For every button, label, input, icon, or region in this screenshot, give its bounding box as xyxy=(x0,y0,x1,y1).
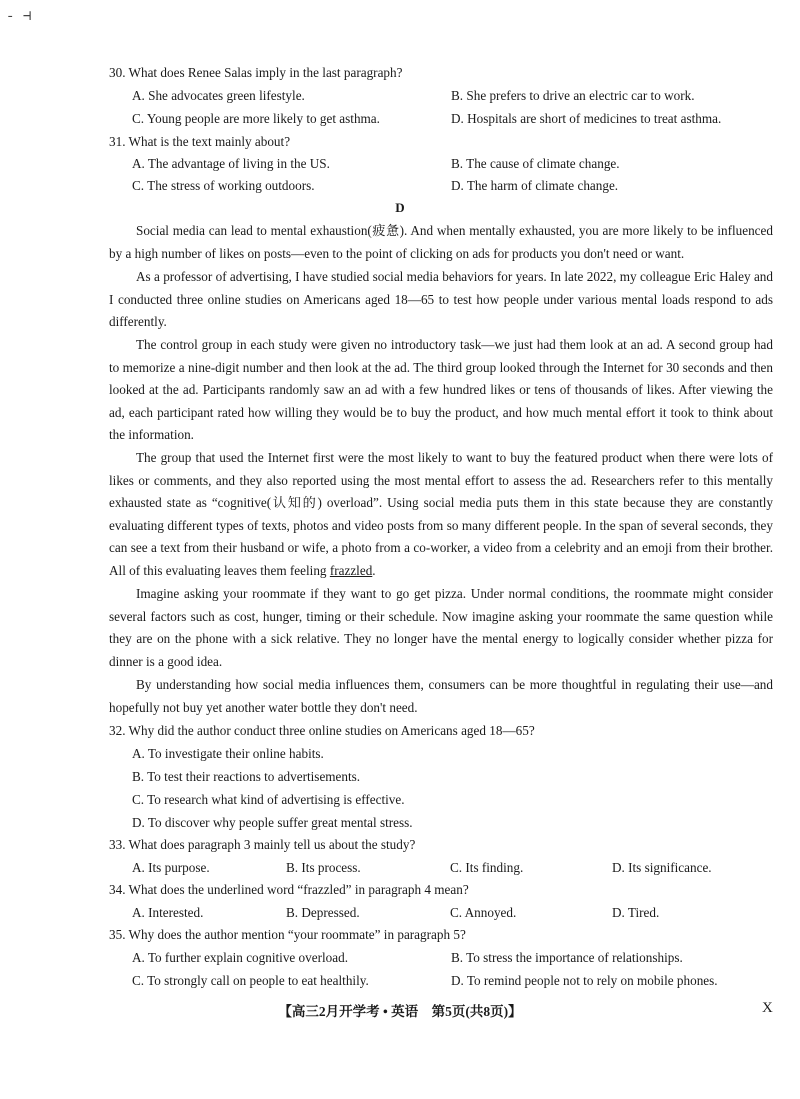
passage-paragraph-5: Imagine asking your roommate if they want to go get pizza. Under normal conditions, the roommate might consider several factors such as cost, hunger, timing or their schedule. Now imagine asking your roommate the same question while they are on the phone with a sick relative. They no longer have the mental energy to logically consider whether pizza for dinner is a good idea. xyxy=(109,586,773,669)
question-31-stem: 31. What is the text mainly about? xyxy=(109,134,291,149)
question-32-option-a: A. To investigate their online habits. xyxy=(132,746,324,761)
question-30-option-a: A. She advocates green lifestyle. xyxy=(132,88,305,103)
question-35-option-d: D. To remind people not to rely on mobile phones. xyxy=(451,973,718,988)
passage-paragraph-3: The control group in each study were given no introductory task—we just had them look at an ad. A second group had to memorize a nine-digit number and then look at the ad. The third group looked through the Internet for 30 seconds and then looked at the ad. Participants randomly saw an ad with a few hundred likes or tens of thousands of likes. After viewing the ad, each participant rated how willing they would be to buy the product, and how much mental effort it took to think about the information. xyxy=(109,337,773,443)
section-heading: D xyxy=(395,200,405,215)
question-30-stem: 30. What does Renee Salas imply in the last paragraph? xyxy=(109,65,403,80)
question-32-option-c: C. To research what kind of advertising is effective. xyxy=(132,792,405,807)
question-35-option-a: A. To further explain cognitive overload. xyxy=(132,950,348,965)
question-33-option-d: D. Its significance. xyxy=(612,860,712,875)
question-35-option-b: B. To stress the importance of relationships. xyxy=(451,950,683,965)
question-33-option-c: C. Its finding. xyxy=(450,860,524,875)
question-31-option-d: D. The harm of climate change. xyxy=(451,178,619,193)
passage-paragraph-2: As a professor of advertising, I have studied social media behaviors for years. In late 2022, my colleague Eric Haley and I conducted three online studies on Americans aged 18—65 to test how people under various mental loads respond to ads differently. xyxy=(109,269,773,330)
question-32-option-d: D. To discover why people suffer great mental stress. xyxy=(132,815,413,830)
question-34-option-c: C. Annoyed. xyxy=(450,905,517,920)
underlined-word-frazzled: frazzled xyxy=(329,562,373,578)
passage-paragraph-4 xyxy=(109,447,773,583)
question-33-option-b: B. Its process. xyxy=(286,860,361,875)
question-30-option-c: C. Young people are more likely to get asthma. xyxy=(132,111,380,126)
page-footer: 【高三2月开学考 • 英语 第5页(共8页)】 xyxy=(278,1004,522,1019)
question-32-stem: 32. Why did the author conduct three online studies on Americans aged 18—65? xyxy=(109,723,535,738)
question-33-option-a: A. Its purpose. xyxy=(132,860,210,875)
question-34-option-d: D. Tired. xyxy=(612,905,660,920)
question-30-option-d: D. Hospitals are short of medicines to treat asthma. xyxy=(451,111,722,126)
question-32-option-b: B. To test their reactions to advertisements. xyxy=(132,769,361,784)
question-35-option-c: C. To strongly call on people to eat healthily. xyxy=(132,973,369,988)
passage-paragraph-6: By understanding how social media influences them, consumers can be more thoughtful in regulating their use—and hopefully not buy yet another water bottle they don't need. xyxy=(109,677,773,715)
question-31-option-a: A. The advantage of living in the US. xyxy=(132,156,330,171)
question-34-stem: 34. What does the underlined word “frazzled” in paragraph 4 mean? xyxy=(109,882,469,897)
question-33-stem: 33. What does paragraph 3 mainly tell us about the study? xyxy=(109,837,416,852)
question-34-option-a: A. Interested. xyxy=(132,905,204,920)
question-30-option-b: B. She prefers to drive an electric car to work. xyxy=(451,88,695,103)
question-31-option-c: C. The stress of working outdoors. xyxy=(132,178,315,193)
passage-paragraph-1: Social media can lead to mental exhaustion(疲惫). And when mentally exhausted, you are more likely to be influenced by a high number of likes on posts—even to the point of clicking on ads for products you don't need or want. xyxy=(109,223,773,261)
footer-mark: X xyxy=(762,1000,773,1016)
paragraph-4-text: The group that used the Internet first were the most likely to want to buy the featured product when there were lots of likes or comments, and they also reported using the most mental effort to assess the ad. Researchers refer to this mentally exhausted state as “cognitive(认知的) overload”. Using social media puts them in this state because they are constantly evaluating different types of texts, photos and video posts from so many different people. In the span of several seconds, they can see a text from their husband or wife, a photo from a co-worker, a video from a celebrity and an emoji from their brother. All of this evaluating leaves them feeling xyxy=(109,450,773,578)
question-34-option-b: B. Depressed. xyxy=(286,905,360,920)
corner-mark: - ⊣ xyxy=(6,9,32,25)
question-31-option-b: B. The cause of climate change. xyxy=(451,156,620,171)
paragraph-4-period: . xyxy=(372,562,376,578)
question-35-stem: 35. Why does the author mention “your roommate” in paragraph 5? xyxy=(109,927,466,942)
